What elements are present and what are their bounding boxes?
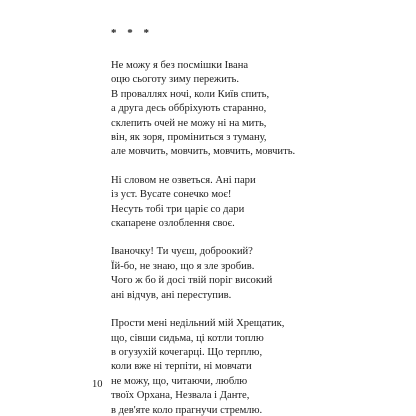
poem-line: оцю сьоготу зиму пережить. [111,74,240,86]
poem-line: Іваночку! Ти чуєш, доброокий? [111,246,253,258]
poem-line: що, сівши сидьма, ці котли топлю [111,332,264,344]
poem-line: він, як зоря, проміниться з туману, [111,132,267,144]
section-separator: * * * [111,27,153,39]
poem-line: В проваллях ночі, коли Київ спить, [111,88,270,100]
stanza-2 [111,174,411,232]
poem-line: в огузухій кочегарці. Що терплю, [111,346,263,358]
poem-line: але мовчить, мовчить, мовчить, мовчить. [111,146,296,158]
poem-line: Не можу я без посмішки Івана [111,60,249,71]
poem-line: Їй-бо, не знаю, що я зле зробив. [111,260,255,272]
poem-line: а друга десь оббріхують старанно, [111,103,267,115]
stanza-3 [111,245,411,303]
poem-line: склепить очей не можу ні на мить, [111,117,267,129]
poem-line: не можу, що, читаючи, люблю [111,375,248,387]
page-number: 10 [92,379,103,390]
poem-line: коли вже ні терпіти, ні мовчати [111,361,252,373]
poem-line: скапарене озлоблення своє. [111,218,235,230]
poem-line: Чого ж бо й досі твій поріг високий [111,275,273,287]
stanza-4 [111,317,411,416]
stanza-1 [111,59,411,160]
poem-line: твоїх Орхана, Незвала і Данте, [111,390,250,402]
poem-line: ані відчув, ані переступив. [111,289,232,301]
poem-line: Несуть тобі три царіє со дари [111,203,245,215]
poem-line: Ні словом не озветься. Ані пари [111,174,256,186]
poem-line: Прости мені недільний мій Хрещатик, [111,318,285,330]
poem [111,59,411,416]
poem-line: із уст. Вусате сонечко моє! [111,189,232,201]
poem-line: в дев'яте коло прагнучи стремлю. [111,404,263,416]
